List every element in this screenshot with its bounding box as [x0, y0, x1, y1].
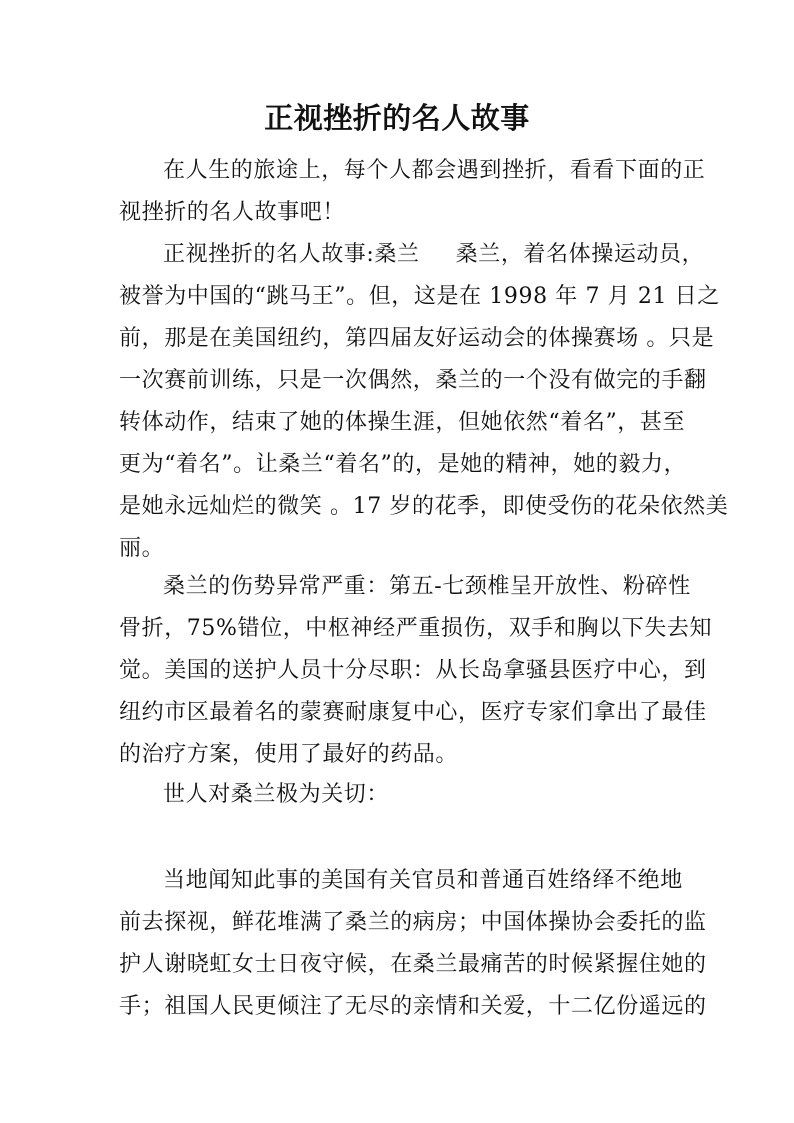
paragraph-concern: [119, 774, 679, 816]
paragraph-line: 骨折，75%错位，中枢神经严重损伤，双手和胸以下失去知: [119, 616, 713, 641]
paragraph-line: 当地闻知此事的美国有关官员和普通百姓络绎不绝地: [163, 868, 683, 893]
paragraph-line: 前去探视，鲜花堆满了桑兰的病房；中国体操协会委托的监: [119, 910, 707, 935]
section-heading-inline: 正视挫折的名人故事:桑兰: [163, 242, 420, 267]
paragraph-line: 丽。: [119, 536, 165, 561]
paragraph-line: 视挫折的名人故事吧！: [119, 200, 346, 225]
paragraph-line: 护人谢晓虹女士日夜守候，在桑兰最痛苦的时候紧握住她的: [119, 952, 707, 977]
paragraph-line: 手；祖国人民更倾注了无尽的亲情和关爱，十二亿份遥远的: [119, 994, 707, 1019]
paragraph-line: 转体动作，结束了她的体操生涯，但她依然“着名”，甚至: [119, 410, 686, 435]
paragraph-line: 前，那是在美国纽约，第四届友好运动会的体操赛场 。只是: [119, 326, 715, 351]
paragraph-line: 的治疗方案，使用了最好的药品。: [119, 742, 459, 767]
paragraph-line: 桑兰的伤势异常严重：第五-七颈椎呈开放性、粉碎性: [163, 574, 691, 599]
document-title: 正视挫折的名人故事: [264, 101, 530, 135]
paragraph-injury: [119, 566, 713, 776]
paragraph-line: 是她永远灿烂的微笑 。17 岁的花季，即使受伤的花朵依然美: [119, 494, 729, 519]
paragraph-visits: [119, 860, 707, 1028]
paragraph-sanglan-intro: [119, 234, 729, 570]
paragraph-line: 更为“着名”。让桑兰“着名”的，是她的精神，她的毅力，: [119, 452, 687, 477]
paragraph-line: 在人生的旅途上，每个人都会遇到挫折，看看下面的正: [163, 158, 706, 183]
paragraph-line: 觉。美国的送护人员十分尽职：从长岛拿骚县医疗中心，到: [119, 658, 707, 683]
paragraph-line: 一次赛前训练，只是一次偶然，桑兰的一个没有做完的手翻: [119, 368, 707, 393]
paragraph-intro: [119, 150, 706, 234]
paragraph-line: [119, 234, 705, 276]
paragraph-line-text: 桑兰，着名体操运动员，: [455, 242, 705, 267]
paragraph-line: 纽约市区最着名的蒙赛耐康复中心，医疗专家们拿出了最佳: [119, 700, 707, 725]
paragraph-line: 世人对桑兰极为关切：: [163, 782, 390, 807]
paragraph-line: 被誉为中国的“跳马王”。但，这是在 1998 年 7 月 21 日之: [119, 284, 720, 309]
